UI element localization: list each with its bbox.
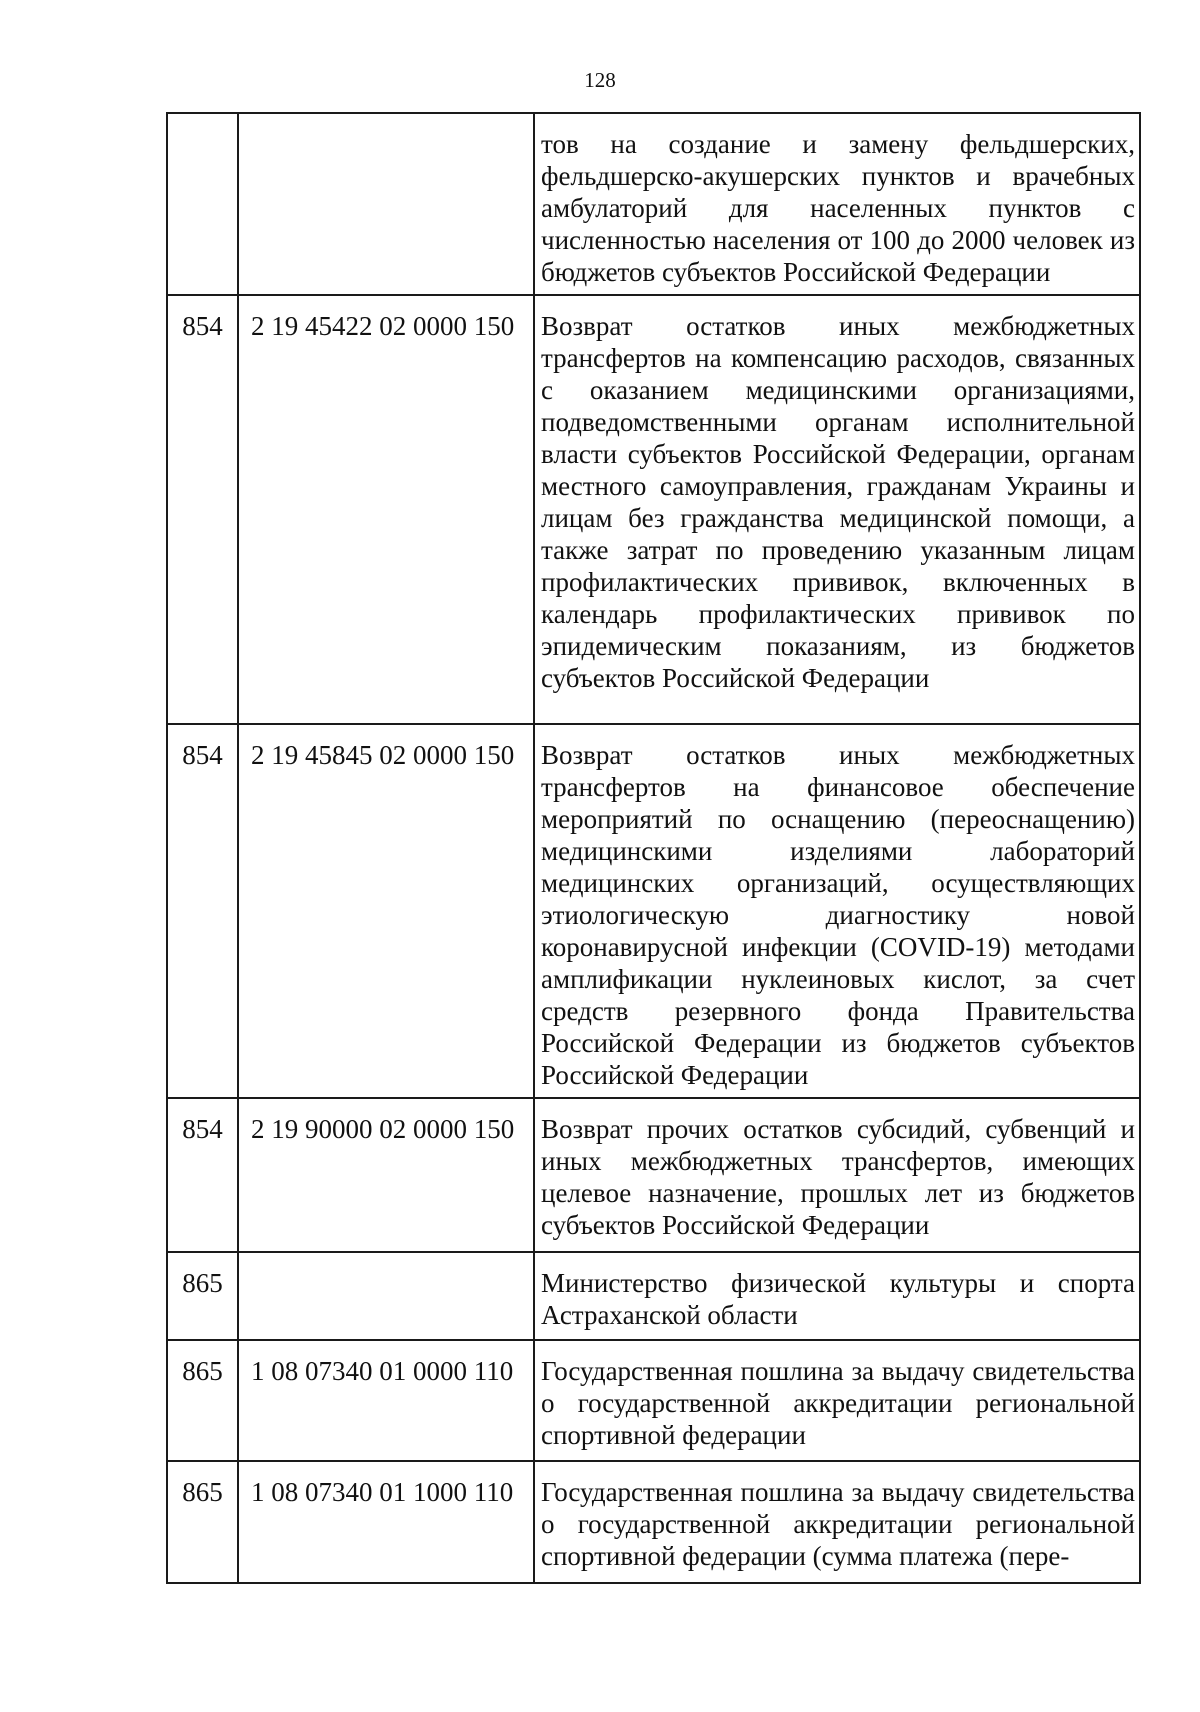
- description-cell: Возврат остатков иных межбюджетных трансфертов на финансовое обеспечение мероприятий по оснащению (переоснащению) медицинскими изделиями лабораторий медицинских организаций, осуществляющих этиологическую диагностику новой коронавирусной инфекции (COVID-19) методами амплификации нуклеиновых кислот, за счет средств резервного фонда Правительства Российской Федерации из бюджетов субъектов Российской Федерации: [534, 724, 1140, 1098]
- description-cell: Министерство физической культуры и спорта Астраханской области: [534, 1252, 1140, 1340]
- admin-code-cell: 865: [167, 1252, 238, 1340]
- revenue-codes-table: [166, 112, 1141, 1584]
- kbk-cell: 1 08 07340 01 0000 110: [238, 1340, 534, 1461]
- kbk-cell: 2 19 45845 02 0000 150: [238, 724, 534, 1098]
- description-cell: Возврат остатков иных межбюджетных трансфертов на компенсацию расходов, связанных с оказанием медицинскими организациями, подведомственными органам исполнительной власти субъектов Российской Федерации, органам местного самоуправления, гражданам Украины и лицам без гражданства медицинской помощи, а также затрат по проведению указанным лицам профилактических прививок, включенных в календарь профилактических прививок по эпидемическим показаниям, из бюджетов субъектов Российской Федерации: [534, 295, 1140, 724]
- table-row: [167, 724, 1140, 1098]
- description-cell: Государственная пошлина за выдачу свидетельства о государственной аккредитации региональной спортивной федерации (сумма платежа (пере-: [534, 1461, 1140, 1583]
- kbk-cell: 2 19 90000 02 0000 150: [238, 1098, 534, 1252]
- table-row: [167, 295, 1140, 724]
- description-cell: Государственная пошлина за выдачу свидетельства о государственной аккредитации региональной спортивной федерации: [534, 1340, 1140, 1461]
- description-cell: Возврат прочих остатков субсидий, субвенций и иных межбюджетных трансфертов, имеющих целевое назначение, прошлых лет из бюджетов субъектов Российской Федерации: [534, 1098, 1140, 1252]
- table-row: [167, 1340, 1140, 1461]
- admin-code-cell: 854: [167, 724, 238, 1098]
- kbk-cell: [238, 113, 534, 295]
- table-row: [167, 1098, 1140, 1252]
- admin-code-cell: [167, 113, 238, 295]
- description-cell: тов на создание и замену фельдшерских, фельдшерско-акушерских пунктов и врачебных амбулаторий для населенных пунктов с численностью населения от 100 до 2000 человек из бюджетов субъектов Российской Федерации: [534, 113, 1140, 295]
- admin-code-cell: 854: [167, 295, 238, 724]
- table-row: [167, 1252, 1140, 1340]
- kbk-cell: 2 19 45422 02 0000 150: [238, 295, 534, 724]
- table-row: [167, 1461, 1140, 1583]
- page-number: 128: [584, 68, 616, 92]
- kbk-cell: [238, 1252, 534, 1340]
- admin-code-cell: 854: [167, 1098, 238, 1252]
- admin-code-cell: 865: [167, 1461, 238, 1583]
- admin-code-cell: 865: [167, 1340, 238, 1461]
- kbk-cell: 1 08 07340 01 1000 110: [238, 1461, 534, 1583]
- table-row: [167, 113, 1140, 295]
